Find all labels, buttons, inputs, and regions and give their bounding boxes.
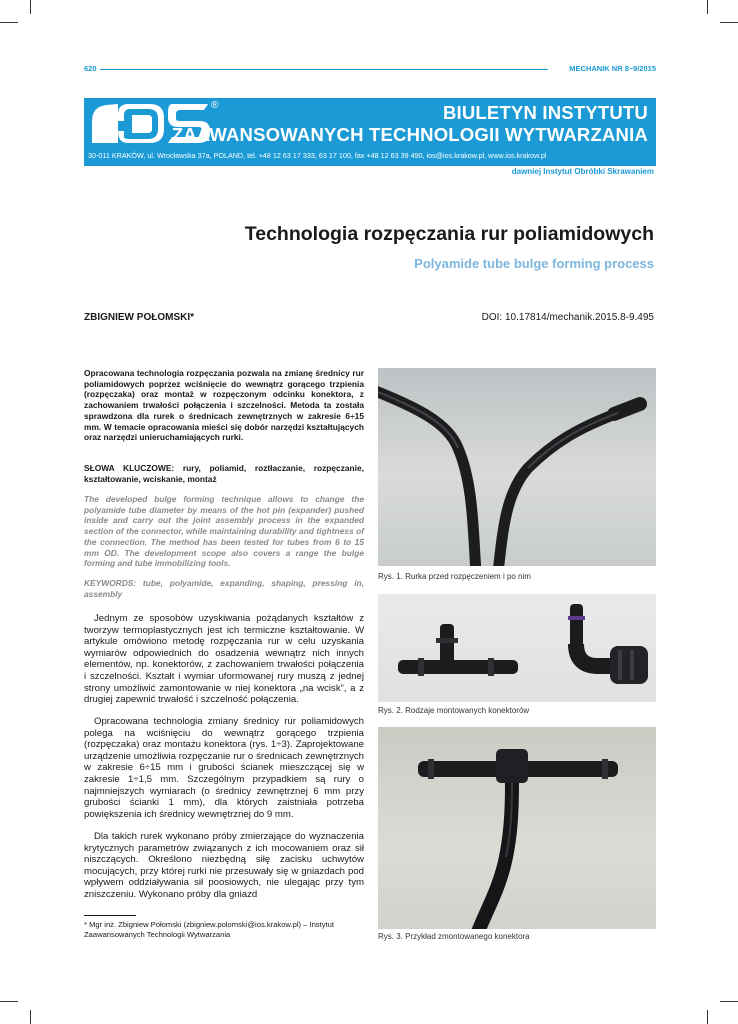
keywords-polish: SŁOWA KLUCZOWE: rury, poliamid, roztłaczanie, rozpęczanie, kształtowanie, wciskanie, montaż [84,463,364,484]
banner-title-line1: BIULETYN INSTYTUTU [442,102,648,123]
body-paragraph: Dla takich rurek wykonano próby zmierzające do wyznaczenia krytycznych parametrów związanych z ich mocowaniem oraz sił niszczących. Określono niezbędną siłę zacisku uchwytów mocujących, przy której rurki nie przesuwały się w gniazdach pod wpływem oddziaływania sił poosiowych, nie ulegając przy tym zniszczeniu. Wykonano próby dla gniazd [84,831,364,900]
doi: DOI: 10.17814/mechanik.2015.8-9.495 [481,312,654,323]
journal-issue: MECHANIK NR 8–9/2015 [569,64,656,73]
crop-mark [707,1010,708,1024]
crop-mark [30,1010,31,1024]
author-name: ZBIGNIEW POŁOMSKI* [84,312,194,323]
body-paragraph: Jednym ze sposobów uzyskiwania pożądanych kształtów z tworzyw termoplastycznych jest ich termiczne kształtowanie. W artykule omówiono metodę rozpęczania rur w celu uzyskania wymiarów odpowiednich do osadzenia wewnątrz nich innych elementów, np. konektorów, z zachowaniem trwałości połączenia i szczelności. Kształt i wymiar uformowanej rury muszą z jednej strony umożliwić zamontowanie w niej konektora „na wcisk”, a z drugiej zapewnić trwałość i szczelność połączenia. [84,613,364,706]
article-subtitle: Polyamide tube bulge forming process [414,256,654,271]
banner-title-line2: ZAAWANSOWANYCH TECHNOLOGII WYTWARZANIA [171,124,648,145]
figure-2-caption: Rys. 2. Rodzaje montowanych konektorów [378,706,530,715]
institute-address: 30-011 KRAKÓW, ul. Wrocławska 37a, POLAND, tel. +48 12 63 17 333, 63 17 100, fax +48 12 63 39 490, ios@ios.krakow.pl, www.ios.krakow.pl [88,151,547,160]
crop-mark [0,1001,18,1002]
assembled-connector-illustration [378,727,656,929]
keywords-english: KEYWORDS: tube, polyamide, expanding, shaping, pressing in, assembly [84,578,364,599]
crop-mark [720,1001,738,1002]
footnote-rule [84,915,136,916]
article-title: Technologia rozpęczania rur poliamidowych [244,223,654,245]
figure-1-photo [378,368,656,566]
footnote: * Mgr inż. Zbigniew Połomski (zbigniew.polomski@ios.krakow.pl) – Instytut Zaawansowanych Technologii Wytwarzania [84,920,334,939]
registered-mark: ® [211,100,219,111]
former-name: dawniej Instytut Obróbki Skrawaniem [511,167,654,176]
page-number: 620 [84,64,97,73]
connectors-illustration [378,594,656,702]
figure-2-photo [378,594,656,702]
institute-banner [84,98,656,166]
figure-1-caption: Rys. 1. Rurka przed rozpęczeniem i po nim [378,572,531,581]
crop-mark [30,0,31,14]
crop-mark [707,0,708,14]
bent-tubes-illustration [378,368,656,566]
abstract-english: The developed bulge forming technique allows to change the polyamide tube diameter by means of the hot pin (expander) pushed inside and carry out the joint assembly process in the expanded section of the connector, while maintaining durability and tightness of the connection. The method has been tested for tubes from 6 to 15 mm OD. The development scope also covers a range the bulge forming and tube immobilizing tools. [84,494,364,569]
figure-3-photo [378,727,656,929]
crop-mark [0,22,18,23]
abstract-polish: Opracowana technologia rozpęczania pozwala na zmianę średnicy rur poliamidowych poprzez wciśnięcie do wewnątrz gorącego trzpienia (rozpęczaka) oraz montaż w rozpęczonym odcinku konektora, z zachowaniem trwałości połączenia i szczelności. Metoda ta została sprawdzona dla rurek o średnicach zewnętrznych w zakresie 6÷15 mm. W temacie opracowania mieści się dobór narzędzi kształtujących oraz narzędzi unieruchamiających rurki. [84,368,364,443]
figure-3-caption: Rys. 3. Przykład zmontowanego konektora [378,932,530,941]
header-rule [100,69,548,70]
crop-mark [720,22,738,23]
body-paragraph: Opracowana technologia zmiany średnicy rur poliamidowych polega na wciśnięciu do wewnątrz gorącego trzpienia (rozpęczaka) oraz montażu konektora (rys. 1÷3). Zaprojektowane urządzenie umożliwia rozpęczanie rur o średnicach zewnętrznych w zakresie 6÷15 mm i grubości ścianek mieszczącej się w zakresie 1÷1,5 mm. Szczególnym przypadkiem są rury o najmniejszych wymiarach (o średnicy zewnętrznej 6 mm przy grubości ścianki 1 mm), dla których zaistniała potrzeba powiększenia ich średnicy wewnętrznej do 9 mm. [84,716,364,820]
